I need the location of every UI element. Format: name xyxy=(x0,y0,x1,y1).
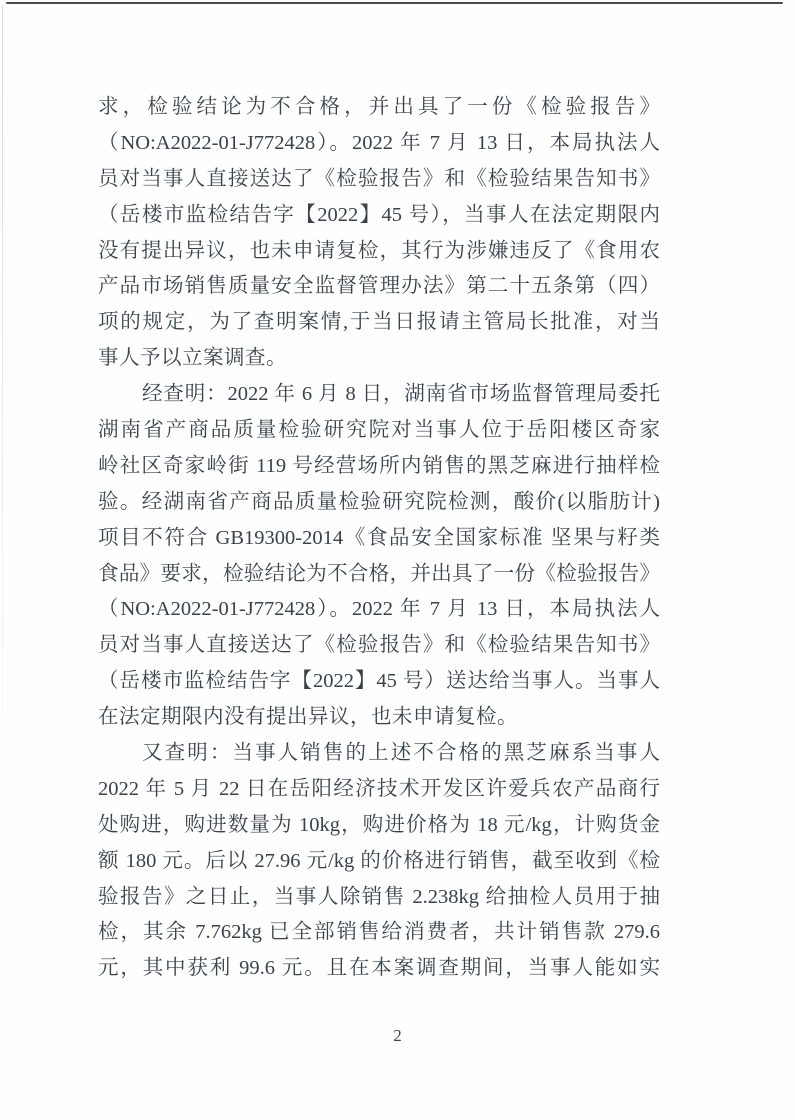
text-line: 求，检验结论为不合格，并出具了一份《检验报告》 xyxy=(98,96,660,118)
text-line: 没有提出异议，也未申请复检，其行为涉嫌违反了《食用农 xyxy=(98,239,660,262)
text-line: 2022 年 5 月 22 日在岳阳经济技术开发区许爱兵农产品商行 xyxy=(98,777,660,800)
text-line: 湖南省产商品质量检验研究院对当事人位于岳阳楼区奇家 xyxy=(98,419,660,442)
scan-edge-left-line xyxy=(2,5,3,865)
text-line: 验。经湖南省产商品质量检验研究院检测，酸价(以脂肪计) xyxy=(98,490,660,513)
text-line: 处购进，购进数量为 10kg，购进价格为 18 元/kg，计购货金 xyxy=(98,813,660,836)
text-line: （岳楼市监检结告字【2022】45 号），当事人在法定期限内 xyxy=(98,203,660,226)
text-line: （NO:A2022-01-J772428）。2022 年 7 月 13 日，本局执法人 xyxy=(98,598,660,621)
text-line: 产品市场销售质量安全监督管理办法》第二十五条第（四） xyxy=(98,275,660,298)
text-line: 在法定期限内没有提出异议，也未申请复检。 xyxy=(98,706,518,729)
page-number: 2 xyxy=(393,1026,402,1045)
document-body-text xyxy=(98,90,660,987)
text-line: （NO:A2022-01-J772428）。2022 年 7 月 13 日，本局执法人 xyxy=(98,131,660,154)
text-line: 事人予以立案调查。 xyxy=(98,347,287,370)
text-line: 检，其余 7.762kg 已全部销售给消费者，共计销售款 279.6 xyxy=(98,921,660,944)
text-line: 项目不符合 GB19300-2014《食品安全国家标准 坚果与籽类 xyxy=(98,526,660,549)
text-line: （岳楼市监检结告字【2022】45 号）送达给当事人。当事人 xyxy=(98,670,660,693)
text-line: 元，其中获利 99.6 元。且在本案调查期间，当事人能如实 xyxy=(98,957,660,980)
text-line: 岭社区奇家岭街 119 号经营场所内销售的黑芝麻进行抽样检 xyxy=(98,454,660,477)
text-line: 食品》要求，检验结论为不合格，并出具了一份《检验报告》 xyxy=(98,562,660,585)
scan-edge-top-line xyxy=(6,2,783,4)
text-line: 项的规定，为了查明案情,于当日报请主管局长批准，对当 xyxy=(98,311,660,334)
text-line: 员对当事人直接送达了《检验报告》和《检验结果告知书》 xyxy=(98,167,660,190)
text-line: 经查明：2022 年 6 月 8 日，湖南省市场监督管理局委托 xyxy=(142,383,660,406)
text-line: 额 180 元。后以 27.96 元/kg 的价格进行销售，截至收到《检 xyxy=(98,849,660,872)
text-line: 员对当事人直接送达了《检验报告》和《检验结果告知书》 xyxy=(98,634,660,657)
text-line: 又查明：当事人销售的上述不合格的黑芝麻系当事人 xyxy=(142,742,660,765)
text-line: 验报告》之日止，当事人除销售 2.238kg 给抽检人员用于抽 xyxy=(98,885,660,908)
